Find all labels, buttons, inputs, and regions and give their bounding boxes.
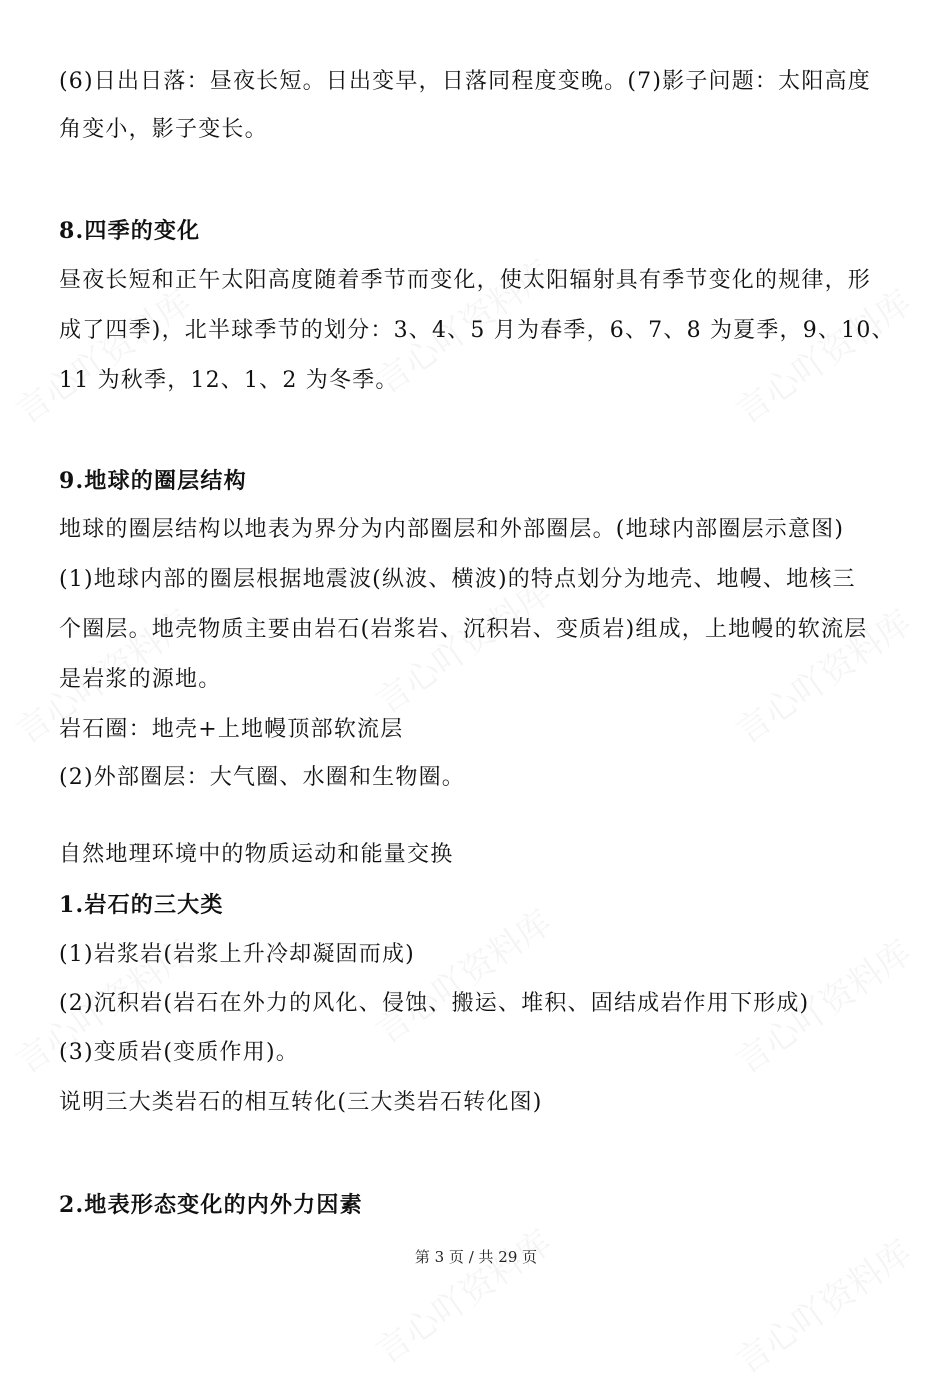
paragraph-line: 个圈层。地壳物质主要由岩石(岩浆岩、沉积岩、变质岩)组成，上地幔的软流层	[59, 617, 868, 642]
watermark	[364, 896, 559, 1053]
paragraph-line: 11 为秋季，12、1、2 为冬季。	[59, 368, 399, 393]
section-heading: 1.岩石的三大类	[59, 892, 224, 918]
page-number-footer: 第 3 页 / 共 29 页	[414, 1248, 538, 1266]
section-heading: 8.四季的变化	[59, 218, 201, 244]
paragraph-line: 说明三大类岩石的相互转化(三大类岩石转化图)	[59, 1090, 543, 1115]
paragraph-line: 自然地理环境中的物质运动和能量交换	[59, 842, 454, 867]
watermark	[724, 276, 919, 433]
paragraph-line: 角变小，影子变长。	[59, 117, 268, 142]
paragraph-line: (2)沉积岩(岩石在外力的风化、侵蚀、搬运、堆积、固结成岩作用下形成)	[59, 991, 810, 1016]
paragraph-line: 是岩浆的源地。	[59, 667, 222, 692]
paragraph-line: 地球的圈层结构以地表为界分为内部圈层和外部圈层。(地球内部圈层示意图)	[59, 517, 845, 542]
paragraph-line: (3)变质岩(变质作用)。	[59, 1040, 299, 1065]
paragraph-line: 昼夜长短和正午太阳高度随着季节而变化，使太阳辐射具有季节变化的规律，形	[59, 268, 872, 293]
paragraph-line: (1)地球内部的圈层根据地震波(纵波、横波)的特点划分为地壳、地幔、地核三	[59, 567, 856, 592]
section-heading: 2.地表形态变化的内外力因素	[59, 1192, 363, 1218]
watermark	[364, 1216, 559, 1373]
paragraph-line: (2)外部圈层：大气圈、水圈和生物圈。	[59, 765, 465, 790]
paragraph-line: (6)日出日落：昼夜长短。日出变早，日落同程度变晚。(7)影子问题：太阳高度	[59, 69, 871, 94]
watermark	[4, 276, 199, 433]
section-heading: 9.地球的圈层结构	[59, 468, 247, 494]
paragraph-line: 岩石圈：地壳+上地幔顶部软流层	[59, 717, 404, 742]
paragraph-line: (1)岩浆岩(岩浆上升冷却凝固而成)	[59, 942, 415, 967]
paragraph-line: 成了四季)，北半球季节的划分：3、4、5 月为春季，6、7、8 为夏季，9、10、	[59, 318, 895, 343]
